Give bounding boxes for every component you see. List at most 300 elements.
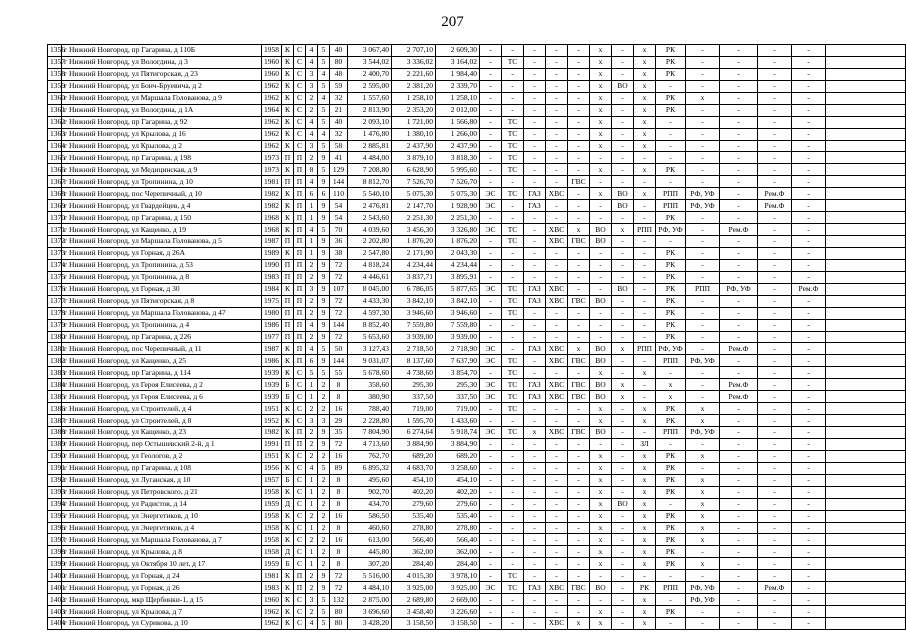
table-cell: [826, 462, 906, 474]
table-cell: -: [590, 271, 612, 283]
table-cell: РФ, УФ: [720, 283, 758, 295]
table-cell: -: [720, 128, 758, 140]
table-cell: -: [612, 570, 634, 582]
table-cell: -: [502, 343, 524, 355]
table-cell: 8: [330, 498, 348, 510]
table-row: [48, 128, 906, 140]
table-cell: 362,00: [392, 546, 436, 558]
table-cell: ВО: [590, 295, 612, 307]
table-cell: ВО: [590, 379, 612, 391]
table-cell: -: [758, 224, 792, 236]
table-cell: -: [792, 546, 826, 558]
table-cell: [826, 319, 906, 331]
table-cell: г Нижний Новгород, ул Кащенко, д 25: [62, 355, 262, 367]
table-cell: -: [502, 510, 524, 522]
table-cell: РК: [656, 212, 686, 224]
table-row: [48, 307, 906, 319]
table-row: [48, 367, 906, 379]
table-cell: -: [612, 558, 634, 570]
table-cell: -: [720, 80, 758, 92]
table-cell: -: [480, 510, 502, 522]
table-cell: -: [612, 68, 634, 80]
table-cell: 80: [330, 56, 348, 68]
table-row: [48, 247, 906, 259]
table-cell: С: [294, 116, 306, 128]
table-cell: 7 208,80: [348, 164, 392, 176]
table-cell: х: [634, 606, 656, 618]
table-cell: 1 984,40: [436, 68, 480, 80]
table-cell: -: [480, 570, 502, 582]
table-cell: х: [634, 164, 656, 176]
table-cell: х: [590, 558, 612, 570]
table-cell: РК: [656, 522, 686, 534]
table-cell: 4: [318, 92, 330, 104]
table-cell: -: [568, 283, 590, 295]
table-cell: 1983: [262, 271, 282, 283]
table-cell: х: [634, 68, 656, 80]
table-cell: 4: [306, 56, 318, 68]
table-cell: ВО: [590, 582, 612, 594]
table-cell: 4 039,60: [348, 224, 392, 236]
table-cell: -: [480, 367, 502, 379]
table-cell: 2 400,70: [348, 68, 392, 80]
table-cell: -: [546, 462, 568, 474]
table-cell: -: [480, 415, 502, 427]
table-cell: 3 326,80: [436, 224, 480, 236]
table-cell: -: [546, 403, 568, 415]
table-cell: 2: [306, 331, 318, 343]
table-cell: РК: [656, 45, 686, 57]
table-cell: -: [792, 367, 826, 379]
table-cell: ХВС: [546, 618, 568, 630]
table-cell: 9: [318, 319, 330, 331]
table-cell: -: [720, 152, 758, 164]
table-cell: 2 043,30: [436, 247, 480, 259]
table-cell: 1960: [262, 68, 282, 80]
table-cell: -: [758, 450, 792, 462]
table-cell: -: [758, 367, 792, 379]
table-cell: 72: [330, 582, 348, 594]
table-cell: 1962: [262, 128, 282, 140]
table-cell: ТС: [502, 367, 524, 379]
table-cell: С: [294, 80, 306, 92]
table-cell: С: [294, 403, 306, 415]
table-cell: С: [294, 450, 306, 462]
table-cell: г Нижний Новгород, ул Тропинина, д 8: [62, 271, 262, 283]
table-cell: 4 484,00: [348, 152, 392, 164]
table-cell: -: [720, 498, 758, 510]
table-cell: -: [792, 534, 826, 546]
table-cell: 3: [306, 594, 318, 606]
table-cell: 1389: [48, 438, 62, 450]
table-cell: [826, 474, 906, 486]
table-cell: 2: [306, 152, 318, 164]
table-cell: 1: [306, 546, 318, 558]
table-cell: 9: [318, 152, 330, 164]
table-cell: -: [480, 92, 502, 104]
table-cell: -: [792, 594, 826, 606]
table-cell: х: [612, 343, 634, 355]
table-cell: -: [634, 236, 656, 248]
table-cell: 1402: [48, 594, 62, 606]
table-cell: 279,60: [392, 498, 436, 510]
table-cell: -: [612, 474, 634, 486]
table-cell: -: [612, 212, 634, 224]
table-cell: П: [282, 152, 294, 164]
table-cell: -: [758, 140, 792, 152]
table-cell: ТС: [502, 355, 524, 367]
table-cell: г Нижний Новгород, ул Медицинская, д 9: [62, 164, 262, 176]
table-cell: С: [294, 510, 306, 522]
table-cell: -: [720, 200, 758, 212]
table-cell: -: [686, 152, 720, 164]
table-cell: ЭС: [480, 224, 502, 236]
table-cell: 454,10: [392, 474, 436, 486]
table-cell: -: [590, 247, 612, 259]
table-cell: 1356: [48, 45, 62, 57]
table-cell: 5: [318, 80, 330, 92]
table-cell: 2 813,90: [348, 104, 392, 116]
table-cell: -: [546, 45, 568, 57]
table-cell: П: [282, 259, 294, 271]
table-cell: -: [502, 92, 524, 104]
table-cell: -: [792, 498, 826, 510]
table-cell: ХВС: [546, 343, 568, 355]
table-cell: ТС: [502, 140, 524, 152]
table-cell: х: [634, 367, 656, 379]
table-cell: -: [568, 80, 590, 92]
table-row: [48, 295, 906, 307]
table-cell: Рем.Ф: [758, 582, 792, 594]
table-cell: 3 428,20: [348, 618, 392, 630]
table-cell: -: [546, 546, 568, 558]
table-cell: 1: [306, 200, 318, 212]
table-cell: -: [634, 283, 656, 295]
table-cell: -: [480, 498, 502, 510]
table-cell: 1358: [48, 68, 62, 80]
table-cell: -: [792, 606, 826, 618]
table-cell: -: [502, 415, 524, 427]
table-cell: -: [758, 510, 792, 522]
table-cell: -: [720, 486, 758, 498]
table-cell: -: [590, 594, 612, 606]
table-cell: -: [720, 307, 758, 319]
table-cell: -: [758, 618, 792, 630]
table-cell: х: [590, 486, 612, 498]
table-cell: 1962: [262, 606, 282, 618]
table-cell: С: [294, 104, 306, 116]
table-cell: 1982: [262, 200, 282, 212]
table-cell: -: [792, 271, 826, 283]
table-cell: -: [758, 391, 792, 403]
table-cell: 566,40: [392, 534, 436, 546]
table-cell: -: [480, 247, 502, 259]
table-cell: ВО: [590, 343, 612, 355]
table-cell: -: [480, 116, 502, 128]
table-cell: -: [568, 188, 590, 200]
table-cell: 2: [318, 534, 330, 546]
table-cell: -: [524, 570, 546, 582]
table-cell: х: [656, 391, 686, 403]
table-cell: -: [720, 522, 758, 534]
table-cell: К: [282, 510, 294, 522]
table-cell: [826, 283, 906, 295]
table-row: [48, 355, 906, 367]
table-cell: -: [634, 212, 656, 224]
table-cell: 70: [330, 224, 348, 236]
table-cell: -: [480, 558, 502, 570]
table-cell: 1 595,70: [392, 415, 436, 427]
table-cell: П: [294, 331, 306, 343]
table-cell: 788,40: [348, 403, 392, 415]
table-cell: РПП: [686, 283, 720, 295]
table-cell: РК: [656, 331, 686, 343]
table-cell: 1958: [262, 522, 282, 534]
table-cell: РПП: [656, 355, 686, 367]
table-row: [48, 224, 906, 236]
table-cell: -: [612, 522, 634, 534]
table-cell: -: [634, 331, 656, 343]
table-cell: 5: [318, 343, 330, 355]
table-cell: 1382: [48, 355, 62, 367]
table-cell: 2 353,20: [392, 104, 436, 116]
table-cell: РК: [656, 319, 686, 331]
table-cell: -: [546, 80, 568, 92]
table-cell: 3 884,90: [436, 438, 480, 450]
table-cell: ГАЗ: [524, 379, 546, 391]
table-cell: ЭС: [480, 355, 502, 367]
table-cell: РФ, УФ: [686, 355, 720, 367]
table-row: [48, 343, 906, 355]
table-cell: К: [282, 104, 294, 116]
table-cell: 1939: [262, 391, 282, 403]
table-cell: 2: [318, 403, 330, 415]
table-cell: -: [792, 522, 826, 534]
table-cell: П: [294, 200, 306, 212]
table-cell: -: [792, 403, 826, 415]
table-row: [48, 271, 906, 283]
table-cell: -: [612, 546, 634, 558]
table-cell: 1981: [262, 570, 282, 582]
table-cell: 2: [306, 534, 318, 546]
table-cell: 2: [306, 427, 318, 439]
table-row: [48, 570, 906, 582]
table-cell: 3 258,60: [436, 462, 480, 474]
table-cell: х: [686, 486, 720, 498]
table-cell: [826, 200, 906, 212]
table-cell: 6 895,32: [348, 462, 392, 474]
table-cell: -: [546, 271, 568, 283]
table-cell: 3: [306, 283, 318, 295]
table-cell: 1369: [48, 200, 62, 212]
table-cell: 59: [330, 80, 348, 92]
table-cell: 9: [318, 438, 330, 450]
table-cell: 1370: [48, 212, 62, 224]
table-cell: ГВС: [568, 427, 590, 439]
table-cell: 1939: [262, 379, 282, 391]
table-cell: -: [758, 606, 792, 618]
table-cell: -: [568, 92, 590, 104]
table-cell: К: [282, 594, 294, 606]
table-cell: -: [758, 236, 792, 248]
table-cell: 2: [306, 295, 318, 307]
table-cell: П: [294, 355, 306, 367]
table-cell: г Нижний Новгород, ул Вологдина, д 1А: [62, 104, 262, 116]
table-cell: ХВС: [546, 427, 568, 439]
table-cell: -: [792, 128, 826, 140]
table-cell: -: [480, 319, 502, 331]
table-cell: ГВС: [568, 355, 590, 367]
table-cell: -: [612, 331, 634, 343]
table-cell: [826, 427, 906, 439]
table-cell: [826, 343, 906, 355]
table-cell: г Нижний Новгород, пр Гагарина, д 114: [62, 367, 262, 379]
table-cell: 50: [330, 343, 348, 355]
table-cell: 1 928,90: [436, 200, 480, 212]
table-cell: -: [792, 343, 826, 355]
table-cell: 1 566,80: [436, 116, 480, 128]
table-cell: 2: [318, 391, 330, 403]
table-cell: 295,30: [392, 379, 436, 391]
table-cell: -: [612, 92, 634, 104]
table-cell: РПП: [656, 582, 686, 594]
table-cell: -: [758, 283, 792, 295]
table-cell: -: [480, 594, 502, 606]
table-cell: 2: [318, 558, 330, 570]
table-cell: 1: [306, 236, 318, 248]
table-cell: -: [792, 188, 826, 200]
table-cell: 5 540,10: [348, 188, 392, 200]
table-cell: [826, 176, 906, 188]
table-cell: 1368: [48, 188, 62, 200]
table-cell: х: [590, 104, 612, 116]
table-cell: -: [634, 570, 656, 582]
table-cell: ТС: [502, 224, 524, 236]
table-cell: г Нижний Новгород, пр Гагарина, д 198: [62, 152, 262, 164]
table-cell: К: [282, 450, 294, 462]
table-cell: 762,70: [348, 450, 392, 462]
table-cell: [826, 355, 906, 367]
table-cell: 1962: [262, 618, 282, 630]
table-cell: -: [758, 379, 792, 391]
table-cell: -: [612, 415, 634, 427]
table-cell: 3 837,71: [392, 271, 436, 283]
table-cell: г Нижний Новгород, ул Кащенко, д 19: [62, 224, 262, 236]
table-cell: 5: [318, 104, 330, 116]
table-cell: -: [758, 56, 792, 68]
table-cell: -: [792, 200, 826, 212]
table-cell: -: [758, 104, 792, 116]
table-cell: П: [294, 212, 306, 224]
table-cell: -: [480, 271, 502, 283]
table-cell: -: [480, 164, 502, 176]
table-cell: -: [792, 331, 826, 343]
table-cell: -: [612, 355, 634, 367]
table-cell: 1960: [262, 56, 282, 68]
table-cell: -: [720, 546, 758, 558]
table-cell: -: [546, 606, 568, 618]
table-cell: -: [720, 140, 758, 152]
table-cell: 2: [306, 104, 318, 116]
table-cell: 1375: [48, 271, 62, 283]
table-cell: -: [612, 271, 634, 283]
table-cell: ХВС: [546, 379, 568, 391]
table-row: [48, 510, 906, 522]
table-cell: РК: [656, 68, 686, 80]
table-cell: -: [502, 474, 524, 486]
table-cell: 1 721,00: [392, 116, 436, 128]
table-cell: 2 339,70: [436, 80, 480, 92]
table-cell: 1: [306, 522, 318, 534]
table-cell: -: [480, 534, 502, 546]
table-cell: -: [524, 319, 546, 331]
table-cell: 1958: [262, 534, 282, 546]
table-cell: -: [758, 271, 792, 283]
table-cell: г Нижний Новгород, ул Строителей, д 4: [62, 403, 262, 415]
table-cell: 4 433,30: [348, 295, 392, 307]
table-cell: 1 258,10: [436, 92, 480, 104]
table-cell: -: [720, 474, 758, 486]
table-cell: 9: [318, 331, 330, 343]
table-cell: С: [294, 379, 306, 391]
table-cell: 1374: [48, 259, 62, 271]
table-cell: -: [720, 606, 758, 618]
table-cell: г Нижний Новгород, ул Крылова, д 7: [62, 606, 262, 618]
table-cell: П: [282, 295, 294, 307]
table-cell: г Нижний Новгород, ул Маршала Голованова, д 7: [62, 534, 262, 546]
table-cell: 3 842,10: [436, 295, 480, 307]
table-cell: -: [634, 271, 656, 283]
table-cell: 129: [330, 164, 348, 176]
table-cell: -: [792, 438, 826, 450]
table-cell: 29: [330, 415, 348, 427]
table-cell: х: [634, 594, 656, 606]
table-row: [48, 462, 906, 474]
table-cell: 9: [318, 582, 330, 594]
table-row: [48, 438, 906, 450]
table-cell: -: [524, 462, 546, 474]
table-cell: -: [480, 152, 502, 164]
table-cell: 5: [306, 367, 318, 379]
table-cell: К: [282, 283, 294, 295]
table-cell: -: [480, 462, 502, 474]
table-cell: -: [634, 176, 656, 188]
table-cell: г Нижний Новгород, ул Энергетиков, д 10: [62, 510, 262, 522]
table-cell: х: [612, 379, 634, 391]
table-cell: 3 158,50: [436, 618, 480, 630]
table-cell: х: [590, 462, 612, 474]
table-cell: РПП: [656, 188, 686, 200]
table-cell: х: [634, 140, 656, 152]
table-cell: -: [686, 546, 720, 558]
table-cell: 4: [306, 618, 318, 630]
table-cell: 4 597,30: [348, 307, 392, 319]
table-cell: -: [792, 558, 826, 570]
table-cell: К: [282, 128, 294, 140]
table-cell: 8 812,70: [348, 176, 392, 188]
table-cell: 1380: [48, 331, 62, 343]
table-cell: 8 852,40: [348, 319, 392, 331]
table-cell: -: [502, 80, 524, 92]
table-cell: -: [612, 104, 634, 116]
table-cell: 1: [306, 474, 318, 486]
table-cell: 2 228,80: [348, 415, 392, 427]
table-cell: -: [720, 594, 758, 606]
table-cell: 380,90: [348, 391, 392, 403]
table-cell: -: [502, 68, 524, 80]
table-cell: 3 164,02: [436, 56, 480, 68]
table-cell: 41: [330, 152, 348, 164]
